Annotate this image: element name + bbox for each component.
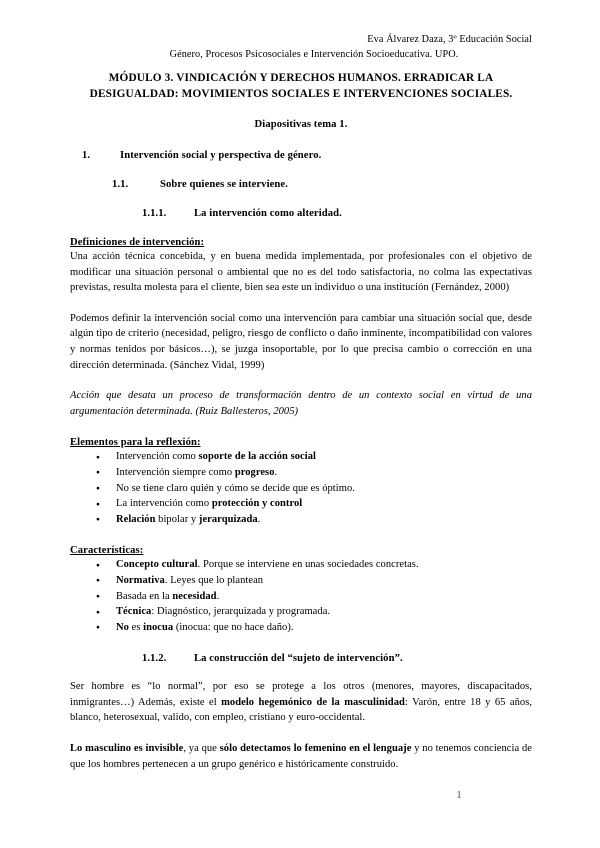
paragraph-sujeto-intervencion (70, 679, 532, 726)
heading-1-1 (70, 179, 532, 190)
paragraph-text-mid: , ya que (183, 743, 220, 755)
list-item-text: La intervención como (116, 498, 212, 510)
document-title-line-2: DESIGUALDAD: MOVIMIENTOS SOCIALES E INTERVENCIONES SOCIALES. (89, 87, 513, 100)
section-label-definiciones: Definiciones de intervención: (70, 237, 205, 248)
list-item-text: Intervención como (116, 451, 199, 463)
paragraph-emphasis-2: sólo detectamos lo femenino en el lenguaje (219, 743, 412, 755)
list-item-text: es (128, 621, 144, 633)
page-number: 1 (456, 790, 462, 801)
heading-1-1-2 (70, 653, 532, 664)
list-item (70, 573, 532, 589)
list-item-text: No se tiene claro quién y cómo se decide que es óptimo. (116, 482, 355, 494)
heading-1-1-text: Sobre quienes se interviene. (160, 179, 288, 190)
paragraph-definicion-ruiz-ballesteros: Acción que desata un proceso de transformación dentro de un contexto social en virtud de una argumentación determinada. (Ruiz Ballesteros, 2005) (70, 390, 532, 417)
list-caracteristicas (70, 557, 532, 635)
list-item (70, 481, 532, 497)
list-item (70, 449, 532, 465)
list-item-emphasis: Concepto cultural (116, 559, 198, 571)
paragraph-text-a: Ser hombre es “lo normal”, por eso se protege a los otros (menores, mayores, discapacitados, inmigrantes…) Además, existe el (70, 681, 532, 708)
heading-1-1-1 (70, 208, 532, 219)
list-item-emphasis: Normativa (116, 574, 165, 586)
list-elementos-reflexion (70, 449, 532, 527)
paragraph-definicion-fernandez: Una acción técnica concebida, y en buena medida implementada, por profesionales con el objetivo de modificar una situación personal o ambiental que no es del todo satisfactoria, no colma las expectativas previstas, resulta molesta para el cliente, bien sea este un individuo o una institución (Fernández, 2000) (70, 251, 532, 294)
list-item-emphasis: soporte de la acción social (198, 451, 316, 463)
list-item-emphasis-2: inocua (143, 621, 174, 633)
list-item-text: bipolar y (155, 513, 199, 525)
paragraph-emphasis: modelo hegemónico de la masculinidad (221, 696, 405, 708)
heading-1 (70, 150, 532, 161)
document-subtitle: Diapositivas tema 1. (254, 119, 348, 130)
heading-1-1-1-number: 1.1.1. (142, 208, 167, 219)
heading-1-1-1-text: La intervención como alteridad. (194, 208, 342, 219)
paragraph-text-b: : Varón, entre 18 y 65 años, blanco, heterosexual, valido, con empleo, cristiano y euro-occidental. (70, 696, 533, 724)
list-item-emphasis: Relación (116, 513, 156, 525)
list-item-emphasis: necesidad (172, 590, 217, 602)
list-item-emphasis: Técnica (116, 606, 152, 618)
heading-1-text: Intervención social y perspectiva de género. (120, 150, 322, 161)
header-author-line: Eva Álvarez Daza, 3º Educación Social (367, 34, 532, 45)
list-item-tail: . (216, 590, 220, 602)
list-item (70, 620, 532, 636)
list-item-tail: (inocua: que no hace daño). (173, 621, 294, 633)
list-item-emphasis: protección y control (211, 498, 303, 510)
list-item-tail: . (257, 513, 261, 525)
heading-1-number: 1. (82, 150, 91, 161)
list-item-text: . Porque se interviene en unas sociedades concretas. (197, 559, 419, 571)
list-item-text: Basada en la (116, 590, 173, 602)
list-item (70, 604, 532, 620)
paragraph-emphasis-1: Lo masculino es invisible (70, 743, 184, 755)
paragraph-masculino-invisible (70, 741, 532, 772)
paragraph-definicion-sanchez-vidal: Podemos definir la intervención social como una intervención para cambiar una situación social que, desde algún tipo de criterio (necesidad, peligro, riesgo de conflicto o daño inminente, incompatibilidad con valores y normas tenidos por básicos…), se juzga insoportable, por lo que precisa cambio o corrección en una dirección determinada. (Sánchez Vidal, 1999) (70, 312, 532, 371)
document-content (70, 32, 532, 772)
list-item (70, 496, 532, 512)
list-item-text: . Leyes que lo plantean (164, 574, 264, 586)
list-item-text: : Diagnóstico, jerarquizada y programada. (151, 606, 331, 618)
header-course-line: Género, Procesos Psicosociales e Intervención Socioeducativa. UPO. (169, 49, 459, 60)
heading-1-1-2-number: 1.1.2. (142, 653, 167, 665)
heading-1-1-2-text: La construcción del “sujeto de intervención”. (194, 653, 403, 665)
document-title-line-1: MÓDULO 3. VINDICACIÓN Y DERECHOS HUMANOS. ERRADICAR LA (108, 72, 494, 84)
paragraph-text-tail: y no tenemos conciencia de que los hombres pertenecen a un grupo genérico e históricamente construido. (70, 743, 532, 770)
section-label-elementos-reflexion: Elementos para la reflexión: (70, 437, 201, 449)
list-item (70, 465, 532, 481)
list-item-emphasis-2: jerarquizada (198, 513, 258, 525)
heading-1-1-number: 1.1. (112, 179, 129, 190)
list-item (70, 512, 532, 528)
section-label-caracteristicas: Características: (70, 545, 144, 557)
list-item (70, 557, 532, 573)
list-item-emphasis: progreso (234, 466, 275, 478)
list-item (70, 589, 532, 605)
list-item-tail: . (274, 466, 278, 478)
list-item-emphasis: No (116, 621, 129, 633)
list-item-text: Intervención siempre como (116, 466, 235, 478)
document-title (70, 71, 532, 102)
